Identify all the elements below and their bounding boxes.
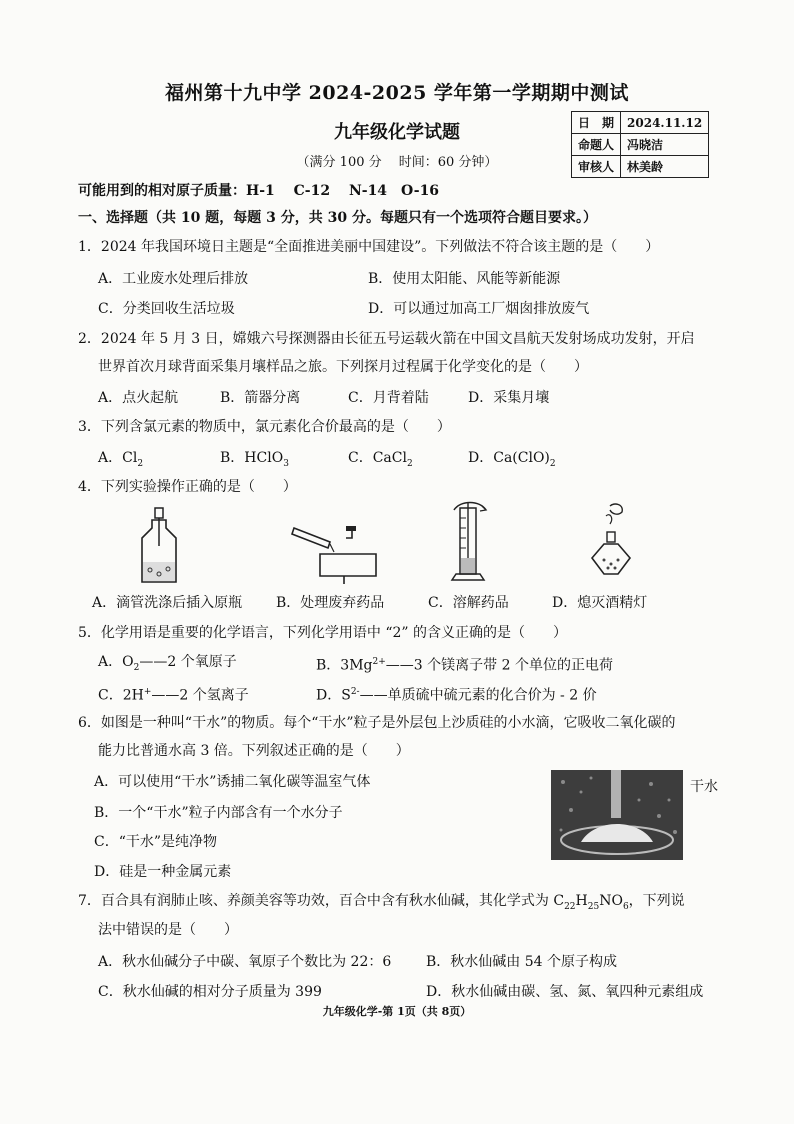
- q6-option-b: B．一个“干水”粒子内部含有一个水分子: [94, 805, 343, 821]
- exam-title: 福州第十九中学 2024-2025 学年第一学期期中测试: [165, 82, 629, 104]
- info-key: 日 期: [572, 112, 621, 134]
- q3-option-c: C．CaCl$_2$: [348, 450, 413, 469]
- q6-stem-1: 6．如图是一种叫“干水”的物质。每个“干水”粒子是外层包上沙质硅的小水滴，它吸收二氧化碳的: [78, 715, 676, 731]
- q2-option-b: B．箭器分离: [220, 390, 301, 406]
- q7-option-a: A．秋水仙碱分子中碳、氧原子个数比为 22：6: [98, 954, 392, 970]
- info-table: [571, 111, 709, 178]
- q5-option-d: D．$S^{2-}——$单质硫中硫元素的化合价为 - 2 价: [316, 687, 597, 704]
- q4-option-a: A．滴管洗涤后插入原瓶: [92, 595, 243, 611]
- info-value: 林美龄: [621, 156, 709, 178]
- exam-subtitle: 九年级化学试题: [334, 122, 460, 143]
- section-heading: 一、选择题（共 10 题，每题 3 分，共 30 分。每题只有一个选项符合题目要求。）: [78, 210, 597, 226]
- q1-option-a: A．工业废水处理后排放: [98, 271, 249, 287]
- measuring-cylinder-figure: [446, 498, 490, 584]
- info-row-author: [572, 134, 709, 156]
- q4-option-b: B．处理废弃药品: [276, 595, 385, 611]
- q7-stem-1: 7．百合具有润肺止咳、养颜美容等功效，百合中含有秋水仙碱，其化学式为 $C_{22}H_{25}NO_6$，下列说: [78, 893, 685, 912]
- q4-option-c: C．溶解药品: [428, 595, 509, 611]
- q5-option-b: B．$3Mg^{2+}——3$ 个镁离子带 2 个单位的正电荷: [316, 657, 613, 674]
- q1-option-b: B．使用太阳能、风能等新能源: [368, 271, 561, 287]
- q7-option-d: D．秋水仙碱由碳、氢、氮、氧四种元素组成: [426, 984, 704, 1000]
- q2-stem-2: 世界首次月球背面采集月壤样品之旅。下列探月过程属于化学变化的是（ ）: [98, 359, 588, 375]
- q2-stem-1: 2．2024 年 5 月 3 日，嫦娥六号探测器由长征五号运载火箭在中国文昌航天发射场成功发射，开启: [78, 331, 695, 347]
- info-row-date: [572, 112, 709, 134]
- q2-option-c: C．月背着陆: [348, 390, 429, 406]
- info-row-reviewer: [572, 156, 709, 178]
- dry-water-label: 干水: [690, 779, 718, 795]
- q4-option-d: D．熄灭酒精灯: [552, 595, 648, 611]
- page-footer: 九年级化学-第 1页（共 8页）: [322, 1005, 472, 1018]
- dry-water-photo: [551, 770, 683, 860]
- q5-option-c: C．2H+——2 个氢离子: [98, 687, 249, 704]
- q6-option-c: C．“干水”是纯净物: [94, 834, 218, 850]
- info-key: 命题人: [572, 134, 621, 156]
- q5-stem: 5．化学用语是重要的化学语言，下列化学用语中 “2” 的含义正确的是（ ）: [78, 625, 568, 641]
- atomic-masses: 可能用到的相对原子质量：H-1 C-12 N-14 O-16: [78, 183, 440, 199]
- q1-stem: 1．2024 年我国环境日主题是“全面推进美丽中国建设”。下列做法不符合该主题的是（ ）: [78, 239, 660, 255]
- q3-option-a: A．$Cl_2$: [98, 450, 144, 469]
- q6-stem-2: 能力比普通水高 3 倍。下列叙述正确的是（ ）: [98, 743, 410, 759]
- score-time: （满分 100 分 时间：60 分钟）: [296, 155, 498, 170]
- q3-option-b: B．HClO$_3$: [220, 450, 289, 469]
- q1-option-c: C．分类回收生活垃圾: [98, 301, 235, 317]
- q6-option-d: D．硅是一种金属元素: [94, 864, 232, 880]
- q6-option-a: A．可以使用“干水”诱捕二氧化碳等温室气体: [94, 774, 371, 790]
- q7-option-c: C．秋水仙碱的相对分子质量为 399: [98, 984, 322, 1000]
- q3-stem: 3．下列含氯元素的物质中，氯元素化合价最高的是（ ）: [78, 419, 451, 435]
- info-value: 2024.11.12: [621, 112, 709, 134]
- q3-option-d: D．$Ca(ClO)_2$: [468, 450, 556, 469]
- dropper-bottle-figure: [134, 506, 184, 586]
- q7-stem-2: 法中错误的是（ ）: [98, 922, 238, 938]
- q5-option-a: A．$O_2——2$ 个氧原子: [98, 654, 237, 673]
- alcohol-lamp-figure: [584, 500, 638, 580]
- info-value: 冯晓洁: [621, 134, 709, 156]
- q2-option-a: A．点火起航: [98, 390, 179, 406]
- waste-disposal-figure: [290, 520, 380, 584]
- q1-option-d: D．可以通过加高工厂烟囱排放废气: [368, 301, 590, 317]
- info-key: 审核人: [572, 156, 621, 178]
- q7-option-b: B．秋水仙碱由 54 个原子构成: [426, 954, 618, 970]
- q4-stem: 4．下列实验操作正确的是（ ）: [78, 479, 297, 495]
- q2-option-d: D．采集月壤: [468, 390, 550, 406]
